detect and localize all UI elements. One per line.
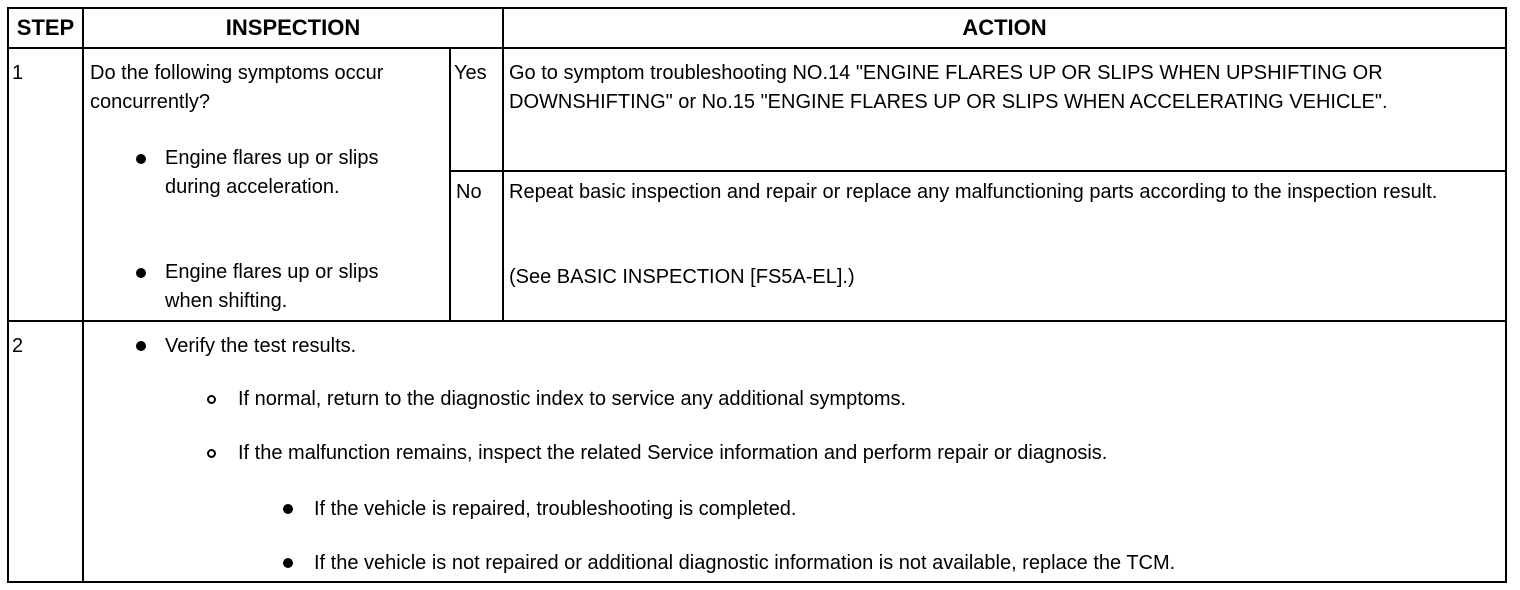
no-action: Repeat basic inspection and repair or replace any malfunctioning parts according to the inspection result. bbox=[509, 181, 1438, 203]
diagnostic-table bbox=[7, 7, 1507, 583]
yes-no-label-divider bbox=[449, 47, 451, 321]
bullet-icon bbox=[136, 341, 146, 351]
symptom-item: Engine flares up or slips when shifting. bbox=[165, 261, 379, 312]
bullet-icon bbox=[136, 268, 146, 278]
inspection-question: Do the following symptoms occur concurrently? bbox=[90, 62, 384, 113]
header-inspection: INSPECTION bbox=[225, 15, 361, 40]
sub-sub-item: If the vehicle is repaired, troubleshooting is completed. bbox=[314, 498, 797, 520]
circle-bullet-icon bbox=[207, 395, 216, 404]
step-number: 1 bbox=[12, 62, 24, 84]
header-step: STEP bbox=[16, 15, 75, 40]
header-action: ACTION bbox=[962, 15, 1047, 40]
yes-label: Yes bbox=[454, 62, 487, 84]
inspection-action-divider bbox=[502, 9, 504, 321]
step-number: 2 bbox=[12, 335, 24, 357]
step-row-divider bbox=[9, 320, 1505, 322]
step-column-divider bbox=[82, 9, 84, 581]
sub-item: If the malfunction remains, inspect the related Service information and perform repair or diagnosis. bbox=[238, 442, 1108, 464]
symptom-item: Engine flares up or slips during acceleration. bbox=[165, 147, 379, 198]
bullet-icon bbox=[136, 154, 146, 164]
sub-item: If normal, return to the diagnostic index to service any additional symptoms. bbox=[238, 388, 907, 410]
bullet-icon bbox=[283, 504, 293, 514]
no-label: No bbox=[456, 181, 482, 203]
yes-no-row-divider bbox=[449, 170, 1505, 172]
circle-bullet-icon bbox=[207, 449, 216, 458]
verify-item: Verify the test results. bbox=[165, 335, 357, 357]
header-divider bbox=[9, 47, 1505, 49]
bullet-icon bbox=[283, 558, 293, 568]
no-reference: (See BASIC INSPECTION [FS5A-EL].) bbox=[509, 266, 855, 288]
sub-sub-item: If the vehicle is not repaired or additional diagnostic information is not available, replace the TCM. bbox=[314, 552, 1176, 574]
yes-action: Go to symptom troubleshooting NO.14 "ENGINE FLARES UP OR SLIPS WHEN UPSHIFTING OR DOWNSHIFTING" or No.15 "ENGINE FLARES UP OR SLIPS WHEN ACCELERATING VEHICLE". bbox=[509, 62, 1388, 113]
